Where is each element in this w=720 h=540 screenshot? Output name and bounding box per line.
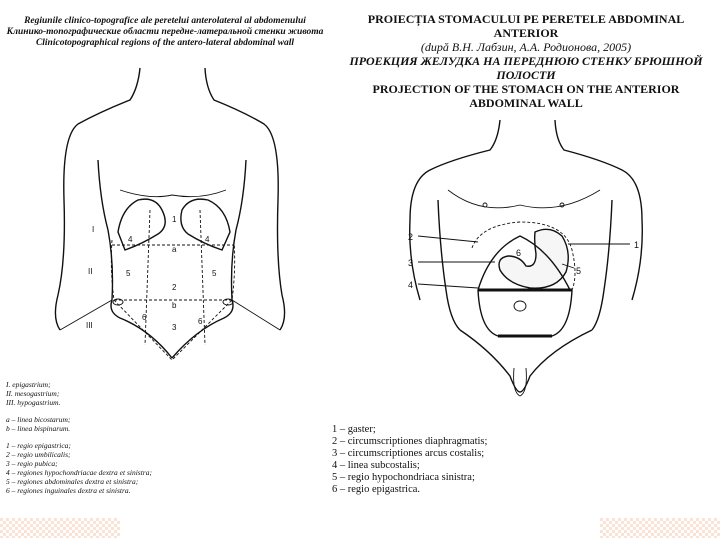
legend-line: 5 – regio hypochondriaca sinistra; — [332, 472, 475, 483]
label-line-a: a — [172, 245, 177, 254]
neck — [410, 120, 500, 300]
legend-line: 4 – regiones hypochondriacae dextra et sinistra; — [6, 468, 152, 477]
legend-line: III. hypogastrium. — [6, 398, 61, 407]
right-arm — [592, 200, 612, 330]
label-region-2: 2 — [172, 283, 177, 292]
pointer-4 — [418, 284, 478, 288]
label-region-1: 1 — [172, 215, 177, 224]
legend-line: 6 – regiones inguinales dextra et sinistra. — [6, 486, 131, 495]
label-region-5-left: 5 — [126, 269, 131, 278]
left-arm — [438, 200, 460, 330]
legend-line: 4 – linea subcostalis; — [332, 460, 420, 471]
right-nipple — [560, 203, 564, 207]
label-line-b: b — [172, 301, 177, 310]
decor-right — [600, 518, 720, 538]
legend-line: b – linea bispinarum. — [6, 424, 71, 433]
right-legend — [332, 424, 592, 496]
legend-line: 1 – gaster; — [332, 424, 376, 435]
left-panel — [0, 0, 330, 540]
legend-line: 3 – circumscriptiones arcus costalis; — [332, 448, 485, 459]
neck-outline — [55, 68, 140, 330]
left-legend — [6, 380, 206, 495]
bottom-decoration — [0, 500, 720, 540]
right-arm — [232, 160, 247, 300]
legend-line: a – linea bicostarum; — [6, 415, 71, 424]
label-inner-6: 6 — [516, 248, 522, 258]
label-left-2: 2 — [408, 232, 414, 242]
legend-line: 3 – regio pubica; — [6, 459, 58, 468]
legend-line: I. epigastrium; — [6, 380, 51, 389]
left-title-en: Clinicotopographical regions of the antero-lateral abdominal wall — [35, 38, 295, 48]
legend-line: 2 – circumscriptiones diaphragmatis; — [332, 436, 488, 447]
legend-line: 5 – regiones abdominales dextra et sinistra; — [6, 477, 139, 486]
legend-line: 1 – regio epigastrica; — [6, 441, 71, 450]
abdomen — [478, 290, 572, 336]
pelvis-outline — [111, 300, 172, 358]
right-title-source: (după В.Н. Лабзин, А.А. Родионова, 2005) — [420, 40, 632, 54]
legend-line: II. mesogastrium; — [6, 389, 60, 398]
neck-right — [555, 120, 642, 300]
right-title-ro: PROIECȚIA STOMACULUI PE PERETELE ABDOMINAL ANTERIOR — [367, 12, 685, 40]
label-region-5-right: 5 — [212, 269, 217, 278]
legend-line: 6 – regio epigastrica. — [332, 484, 421, 495]
chest-contour — [448, 190, 600, 208]
navel — [514, 301, 526, 311]
left-arm — [98, 160, 113, 300]
chest-line — [120, 190, 226, 197]
label-roman-2: II — [88, 267, 93, 276]
left-rib-arch — [118, 199, 165, 250]
legend-spacer — [6, 407, 206, 415]
label-region-6-right: 6 — [198, 317, 203, 326]
hip-line-right — [232, 300, 280, 330]
stomach — [499, 229, 568, 288]
right-title-ru: ПРОЕКЦИЯ ЖЕЛУДКА НА ПЕРЕДНЮЮ СТЕНКУ БРЮШНОЙ ПОЛОСТИ — [349, 54, 703, 82]
label-region-6-left: 6 — [142, 313, 147, 322]
label-left-3: 3 — [408, 258, 414, 268]
label-region-4-left: 4 — [128, 235, 133, 244]
left-title-ro: Regiunile clinico-topografice ale peretelui anterolateral al abdomenului — [24, 16, 306, 26]
label-right-1: 1 — [634, 240, 640, 250]
decor-left — [0, 518, 120, 538]
legend-spacer — [6, 433, 206, 441]
legend-line: 2 – regio umbilicalis; — [6, 450, 71, 459]
right-title-en: PROJECTION OF THE STOMACH ON THE ANTERIOR ABDOMINAL WALL — [372, 82, 680, 110]
label-left-4: 4 — [408, 280, 414, 290]
pointer-2 — [418, 236, 478, 242]
neck-outline-right — [205, 68, 285, 330]
label-region-3: 3 — [172, 323, 177, 332]
label-right-5: 5 — [576, 266, 582, 276]
label-roman-1: I — [92, 225, 95, 234]
label-roman-3: III — [86, 321, 93, 330]
stomach-projection-figure — [330, 0, 720, 420]
label-region-4-right: 4 — [205, 235, 210, 244]
torso-regions-figure — [0, 0, 330, 380]
left-title-ru: Клинико-топографические области передне-латеральной стенки живота — [6, 27, 324, 37]
vertical-line-left — [145, 210, 150, 345]
